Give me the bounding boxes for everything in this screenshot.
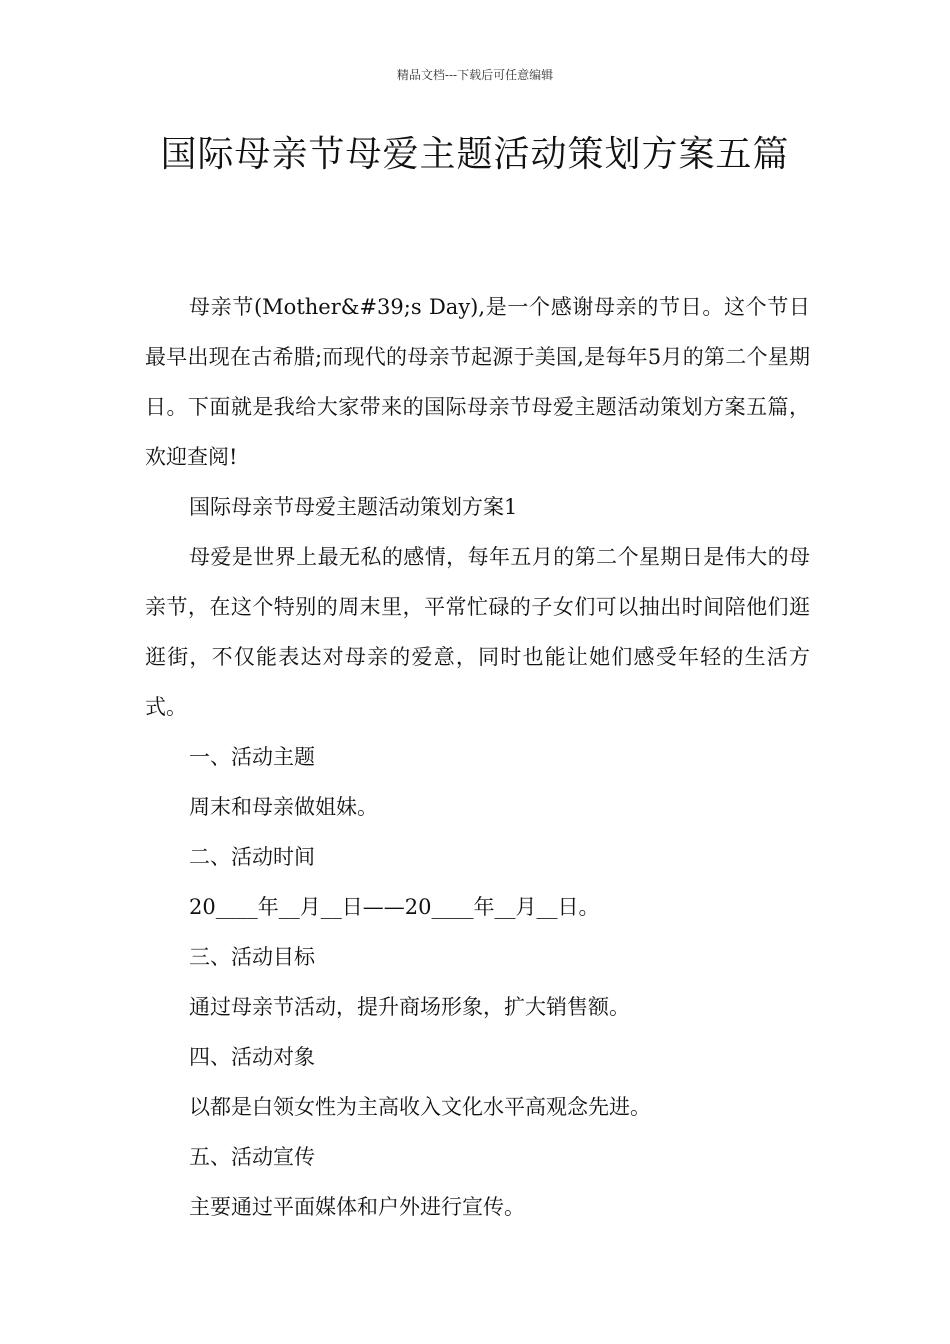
document-title: 国际母亲节母爱主题活动策划方案五篇 — [160, 134, 790, 175]
section-content: 主要通过平面媒体和户外进行宣传。 — [189, 1195, 525, 1219]
section-heading: 五、活动宣传 — [189, 1145, 315, 1169]
section-content: 通过母亲节活动，提升商场形象，扩大销售额。 — [189, 995, 630, 1019]
header-note: 精品文档---下载后可任意编辑 — [396, 68, 554, 82]
section-content: 以都是白领女性为主高收入文化水平高观念先进。 — [189, 1095, 651, 1119]
document-body — [145, 282, 810, 1232]
section-heading: 一、活动主题 — [189, 745, 315, 769]
section-heading: 二、活动时间 — [189, 845, 315, 869]
plan-heading: 国际母亲节母爱主题活动策划方案1 — [189, 495, 518, 519]
section-content: 20____年__月__日——20____年__月__日。 — [189, 895, 600, 919]
intro-paragraph: 母亲节(Mother&#39;s Day),是一个感谢母亲的节日。这个节日最早出现在古希腊;而现代的母亲节起源于美国,是每年5月的第二个星期日。下面就是我给大家带来的国际母亲节母爱主题活动策划方案五篇，欢迎查阅! — [145, 295, 810, 469]
section-heading: 四、活动对象 — [189, 1045, 315, 1069]
plan-paragraph: 母爱是世界上最无私的感情，每年五月的第二个星期日是伟大的母亲节，在这个特别的周末里，平常忙碌的子女们可以抽出时间陪他们逛逛街，不仅能表达对母亲的爱意，同时也能让她们感受年轻的生活方式。 — [145, 545, 810, 719]
section-content: 周末和母亲做姐妹。 — [189, 795, 378, 819]
section-heading: 三、活动目标 — [189, 945, 315, 969]
